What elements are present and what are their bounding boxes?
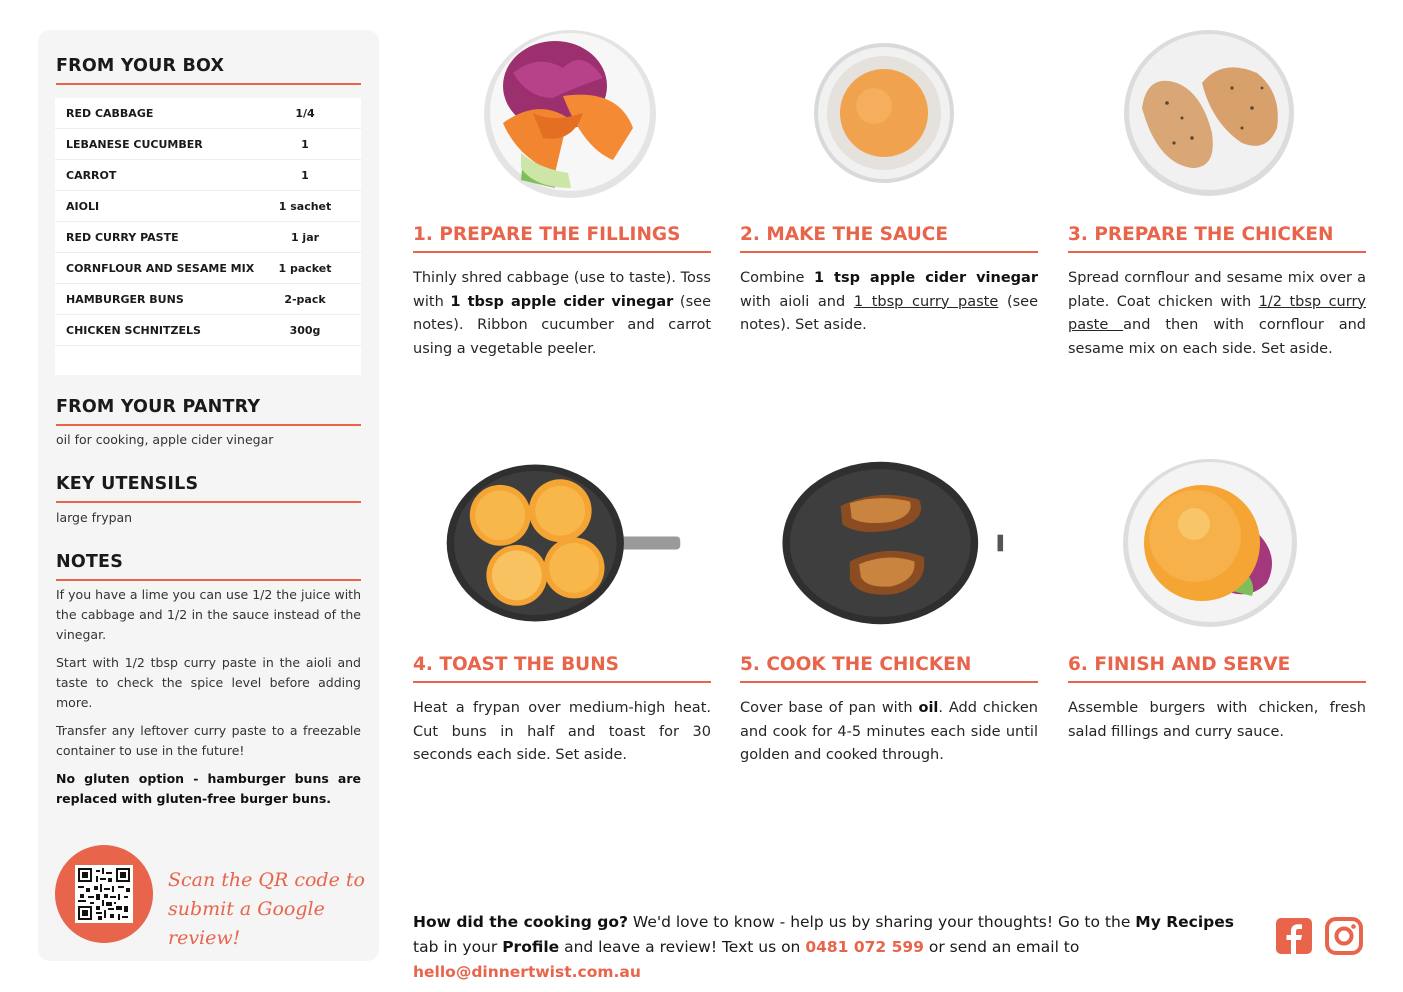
table-row: CARROT 1 bbox=[55, 160, 361, 191]
notes-body bbox=[56, 585, 361, 817]
cabbage-carrot-cucumber-photo bbox=[443, 28, 683, 198]
qr-badge bbox=[55, 845, 153, 943]
facebook-icon[interactable] bbox=[1275, 917, 1313, 955]
note: Start with 1/2 tbsp curry paste in the aioli and taste to check the spice level before adding more. bbox=[56, 655, 361, 710]
email-link[interactable]: hello@dinnertwist.com.au bbox=[413, 963, 641, 981]
burger-plate-photo bbox=[1092, 458, 1332, 628]
step-5-title: 5. COOK THE CHICKEN bbox=[740, 654, 1038, 683]
qr-caption: Scan the QR code to submit a Google review! bbox=[168, 869, 365, 949]
table-row: RED CABBAGE 1/4 bbox=[55, 98, 361, 129]
step-3-body: Spread cornflour and sesame mix over a plate. Coat chicken with 1/2 tbsp curry paste and then with cornflour and sesame mix on each side. Set aside. bbox=[1068, 270, 1367, 357]
step-5-body: Cover base of pan with oil. Add chicken and cook for 4-5 minutes each side until golden and cooked through. bbox=[740, 700, 1038, 763]
step-4-title: 4. TOAST THE BUNS bbox=[413, 654, 711, 683]
table-row: LEBANESE CUCUMBER 1 bbox=[55, 129, 361, 160]
crumbed-chicken-photo bbox=[1092, 28, 1332, 198]
step-1-body: Thinly shred cabbage (use to taste). Toss with 1 tbsp apple cider vinegar (see notes). Ribbon cucumber and carrot using a vegetable peeler. bbox=[413, 270, 711, 357]
instagram-icon[interactable] bbox=[1325, 917, 1363, 955]
table-row: RED CURRY PASTE 1 jar bbox=[55, 222, 361, 253]
step-2-title: 2. MAKE THE SAUCE bbox=[740, 224, 1038, 253]
box-ingredients-table bbox=[55, 98, 361, 375]
step-4-body: Heat a frypan over medium-high heat. Cut buns in half and toast for 30 seconds each side. Set aside. bbox=[413, 700, 711, 763]
step-6-body: Assemble burgers with chicken, fresh salad fillings and curry sauce. bbox=[1068, 700, 1366, 740]
notes-heading: NOTES bbox=[56, 552, 361, 581]
step-6-title: 6. FINISH AND SERVE bbox=[1068, 654, 1366, 683]
table-row: CHICKEN SCHNITZELS 300g bbox=[55, 315, 361, 346]
table-row: HAMBURGER BUNS 2-pack bbox=[55, 284, 361, 315]
box-heading: FROM YOUR BOX bbox=[56, 56, 361, 85]
utensils-text: large frypan bbox=[56, 510, 133, 525]
qr-code-icon[interactable] bbox=[75, 865, 133, 923]
feedback-footer: How did the cooking go? We'd love to know - help us by sharing your thoughts! Go to the My Recipes tab in your Profile and leave a review! Text us on 0481 072 599 or send an email to hello@dinnertwist.com.au bbox=[413, 913, 1234, 981]
chicken-in-frypan-photo bbox=[776, 458, 1016, 628]
utensils-heading: KEY UTENSILS bbox=[56, 474, 361, 503]
pantry-heading: FROM YOUR PANTRY bbox=[56, 397, 361, 426]
sidebar bbox=[38, 30, 379, 961]
step-2-body: Combine 1 tsp apple cider vinegar with aioli and 1 tbsp curry paste (see notes). Set aside. bbox=[740, 270, 1038, 333]
note: If you have a lime you can use 1/2 the juice with the cabbage and 1/2 in the sauce instead of the vinegar. bbox=[56, 587, 361, 642]
table-row: AIOLI 1 sachet bbox=[55, 191, 361, 222]
curry-aioli-bowl-photo bbox=[764, 28, 1004, 198]
table-row: CORNFLOUR AND SESAME MIX 1 packet bbox=[55, 253, 361, 284]
note-gluten-free: No gluten option - hamburger buns are replaced with gluten-free burger buns. bbox=[56, 771, 361, 806]
step-3-title: 3. PREPARE THE CHICKEN bbox=[1068, 224, 1366, 253]
phone-link[interactable]: 0481 072 599 bbox=[805, 938, 924, 956]
buns-in-frypan-photo bbox=[443, 458, 683, 628]
pantry-text: oil for cooking, apple cider vinegar bbox=[56, 432, 274, 447]
step-1-title: 1. PREPARE THE FILLINGS bbox=[413, 224, 711, 253]
note: Transfer any leftover curry paste to a freezable container to use in the future! bbox=[56, 723, 361, 758]
